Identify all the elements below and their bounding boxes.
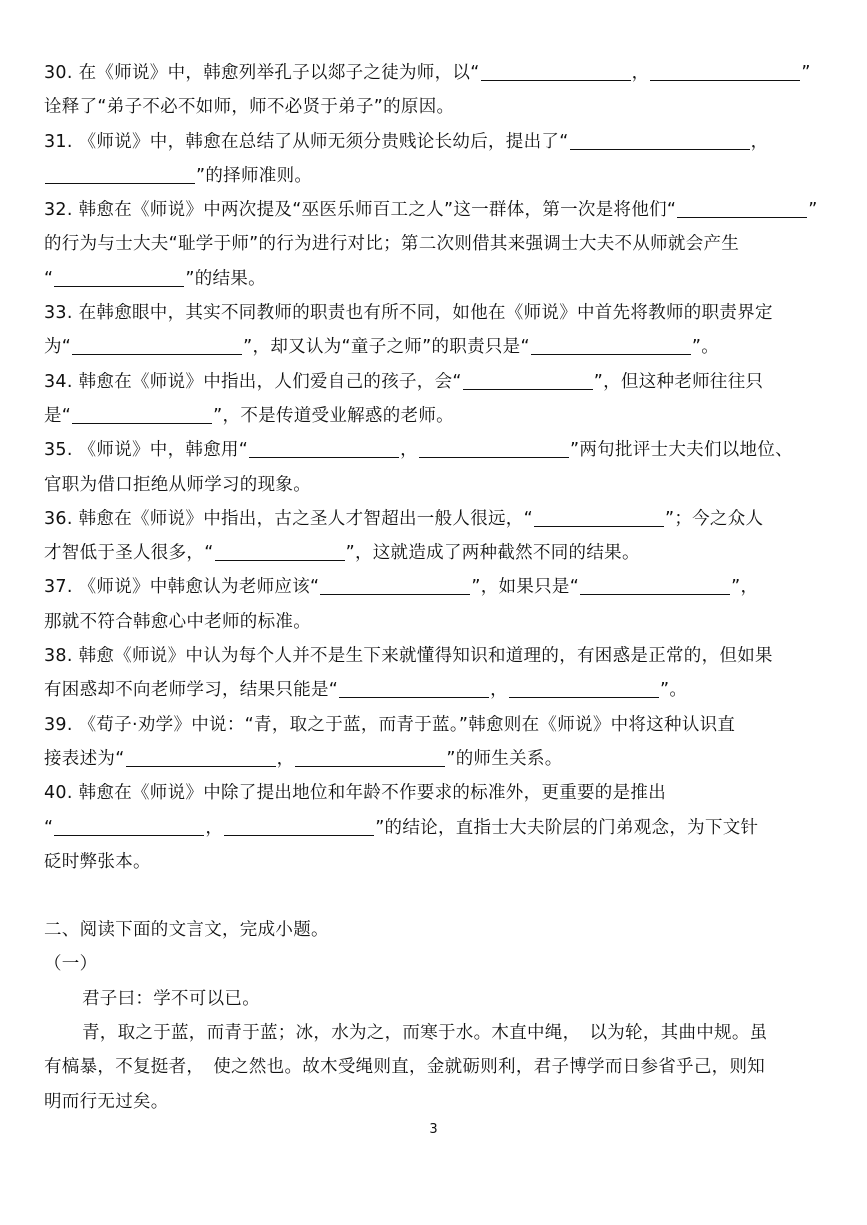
- q37-line1: 37. 《师说》中韩愈认为老师应该“ ”，如果只是“ ”，: [44, 570, 830, 604]
- passage-line: 明而行无过矣。: [44, 1091, 169, 1112]
- q33-line2: 为“ ”，却又认为“童子之师”的职责只是“ ”。: [44, 330, 830, 364]
- answer-blank[interactable]: [224, 815, 374, 836]
- answer-blank[interactable]: [72, 334, 242, 355]
- page-number: 3: [429, 1122, 438, 1137]
- q30-line1: 30. 在《师说》中，韩愈列举孔子以郯子之徒为师，以“ ， ”: [44, 56, 830, 90]
- answer-blank[interactable]: [531, 334, 691, 355]
- answer-blank[interactable]: [481, 60, 631, 81]
- q40-line3: 砭时弊张本。: [44, 851, 151, 872]
- q31-line2: ”的择师准则。: [44, 159, 830, 193]
- q32-line3: “ ”的结果。: [44, 262, 830, 296]
- answer-blank[interactable]: [45, 163, 195, 184]
- answer-blank[interactable]: [249, 437, 399, 458]
- answer-blank[interactable]: [54, 266, 184, 287]
- answer-blank[interactable]: [534, 506, 664, 527]
- question-list: [44, 56, 830, 1119]
- answer-blank[interactable]: [509, 677, 659, 698]
- answer-blank[interactable]: [320, 574, 470, 595]
- q32-line2: 的行为与士大夫“耻学于师”的行为进行对比；第二次则借其来强调士大夫不从师就会产生: [44, 234, 740, 255]
- answer-blank[interactable]: [72, 403, 212, 424]
- q36-line2: 才智低于圣人很多，“ ”，这就造成了两种截然不同的结果。: [44, 536, 830, 570]
- q32-line1: 32. 韩愈在《师说》中两次提及“巫医乐师百工之人”这一群体，第一次是将他们“ ”: [44, 193, 830, 227]
- answer-blank[interactable]: [419, 437, 569, 458]
- q39-line2: 接表述为“ ， ”的师生关系。: [44, 742, 830, 776]
- answer-blank[interactable]: [570, 129, 750, 150]
- answer-blank[interactable]: [650, 60, 800, 81]
- answer-blank[interactable]: [295, 746, 445, 767]
- q34-line2: 是“ ”，不是传道受业解惑的老师。: [44, 399, 830, 433]
- q38-line1: 38. 韩愈《师说》中认为每个人并不是生下来就懂得知识和道理的，有困惑是正常的，但如果: [44, 646, 773, 667]
- answer-blank[interactable]: [339, 677, 489, 698]
- q35-line1: 35. 《师说》中，韩愈用“ ， ”两句批评士大夫们以地位、: [44, 433, 830, 467]
- passage-line: 青，取之于蓝，而青于蓝；冰，水为之，而寒于水。木直中绳， 以为轮，其曲中规。虽: [82, 1023, 768, 1044]
- answer-blank[interactable]: [580, 574, 730, 595]
- section-subheading: （一）: [44, 954, 98, 975]
- answer-blank[interactable]: [677, 197, 807, 218]
- passage-line: 君子曰：学不可以已。: [82, 988, 260, 1009]
- q31-line1: 31. 《师说》中，韩愈在总结了从师无须分贵贱论长幼后，提出了“ ，: [44, 125, 830, 159]
- q30-line2: 诠释了“弟子不必不如师，师不必贤于弟子”的原因。: [44, 97, 455, 118]
- q39-line1: 39. 《荀子·劝学》中说：“青，取之于蓝，而青于蓝。”韩愈则在《师说》中将这种认识直: [44, 714, 736, 735]
- answer-blank[interactable]: [215, 540, 345, 561]
- q40-line1: 40. 韩愈在《师说》中除了提出地位和年龄不作要求的标准外，更重要的是推出: [44, 783, 666, 804]
- section-heading: 二、阅读下面的文言文，完成小题。: [44, 920, 329, 941]
- q38-line2: 有困惑却不向老师学习，结果只能是“ ， ”。: [44, 673, 830, 707]
- q36-line1: 36. 韩愈在《师说》中指出，古之圣人才智超出一般人很远，“ ”；今之众人: [44, 502, 830, 536]
- q33-line1: 33. 在韩愈眼中，其实不同教师的职责也有所不同，如他在《师说》中首先将教师的职责界定: [44, 303, 773, 324]
- answer-blank[interactable]: [463, 369, 593, 390]
- passage-line: 有槁暴，不复挺者， 使之然也。故木受绳则直，金就砺则利，君子博学而日参省乎己，则知: [44, 1057, 766, 1078]
- answer-blank[interactable]: [126, 746, 276, 767]
- answer-blank[interactable]: [54, 815, 204, 836]
- q37-line2: 那就不符合韩愈心中老师的标准。: [44, 611, 311, 632]
- q40-line2: “ ， ”的结论，直指士大夫阶层的门弟观念，为下文针: [44, 811, 830, 845]
- q35-line2: 官职为借口拒绝从师学习的现象。: [44, 474, 311, 495]
- q34-line1: 34. 韩愈在《师说》中指出，人们爱自己的孩子，会“ ”，但这种老师往往只: [44, 365, 830, 399]
